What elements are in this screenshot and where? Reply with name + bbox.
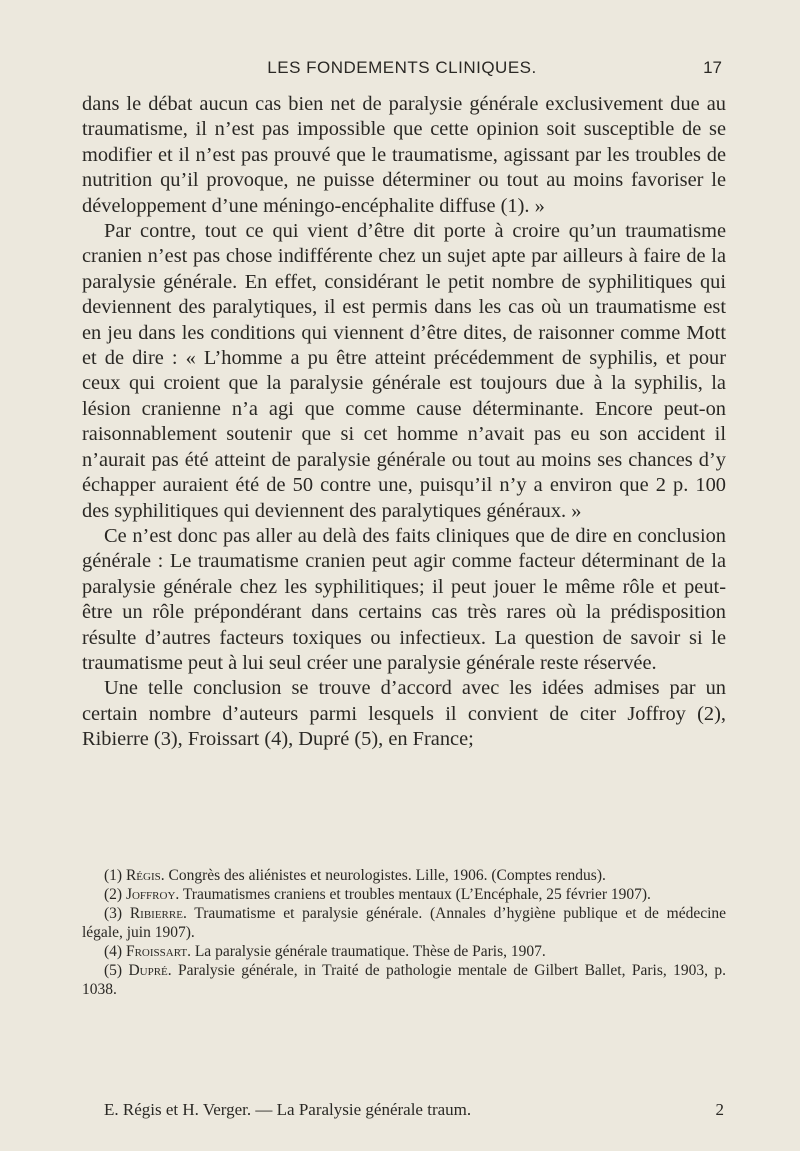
footnotes: [82, 866, 726, 999]
running-title: LES FONDEMENTS CLINIQUES.: [267, 58, 537, 77]
paragraph: Une telle conclusion se trouve d’accord avec les idées admises par un certain nombre d’auteurs parmi lesquels il convient de citer Joffroy (2), Ribierre (3), Froissart (4), Dupré (5), en France;: [82, 677, 726, 751]
paragraph: Par contre, tout ce qui vient d’être dit porte à croire qu’un traumatisme cranien n’est pas chose indifférente chez un sujet apte par ailleurs à faire de la paralysie générale. En effet, considérant le petit nombre de syphilitiques qui deviennent des paralytiques, il est permis dans les cas où un traumatisme est en jeu dans les conditions qui viennent d’être dites, de raisonner comme Mott et de dire : « L’homme a pu être atteint précédemment de syphilis, et pour ceux qui croient que la paralysie générale est toujours due à la syphilis, la lésion cranienne n’a agi que comme cause déterminante. Encore peut-on raisonnablement soutenir que si cet homme n’avait pas eu son accident il n’aurait pas été atteint de paralysie générale ou tout au moins ses chances d’y échapper auraient été de 50 contre une, puisqu’il n’y a environ que 2 p. 100 des syphilitiques qui deviennent des paralytiques généraux. »: [82, 220, 726, 522]
footnote-text: Traumatismes craniens et troubles mentaux (L’Encéphale, 25 février 1907).: [182, 886, 651, 903]
footnote-text: Traumatisme et paralysie générale. (Annales d’hygiène publique et de médecine légale, juin 1907).: [82, 905, 727, 941]
footnote-text: La paralysie générale traumatique. Thèse de Paris, 1907.: [194, 943, 546, 960]
footnote-author: Froissart.: [125, 943, 191, 960]
page-number: 17: [703, 58, 722, 77]
footnote-number: (1): [104, 867, 123, 884]
page-header: [82, 52, 722, 82]
footnote: [82, 961, 726, 999]
signature-text: E. Régis et H. Verger. — La Paralysie générale traum.: [104, 1100, 472, 1119]
signature-line: [104, 1100, 724, 1120]
footnote-author: Régis.: [125, 867, 165, 884]
footnote-number: (4): [104, 943, 123, 960]
footnote-author: Dupré.: [128, 962, 172, 979]
footnote: [82, 885, 726, 904]
paragraph: Ce n’est donc pas aller au delà des faits cliniques que de dire en conclusion générale : Le traumatisme cranien peut agir comme facteur déterminant de la paralysie générale chez les syphilitiques; il peut jouer le même rôle et peut-être un rôle prépondérant dans certains cas très rares où la prédisposition résulte d’autres facteurs toxiques ou infectieux. La question de savoir si le traumatisme peut à lui seul créer une paralysie générale reste réservée.: [82, 524, 726, 674]
footnote-text: Paralysie générale, in Traité de pathologie mentale de Gilbert Ballet, Paris, 1903, p. 1038.: [82, 962, 727, 998]
body-text: [82, 92, 726, 753]
footnote: [82, 904, 726, 942]
footnote-number: (5): [104, 962, 123, 979]
signature-number: 2: [715, 1100, 724, 1119]
footnote-number: (2): [104, 886, 123, 903]
footnote-author: Joffroy.: [125, 886, 180, 903]
footnote-text: Congrès des aliénistes et neurologistes. Lille, 1906. (Comptes rendus).: [168, 867, 606, 884]
footnote-author: Ribierre.: [129, 905, 187, 922]
paragraph: dans le débat aucun cas bien net de paralysie générale exclusivement due au traumatisme, il n’est pas impossible que cette opinion soit susceptible de se modifier et il n’est pas prouvé que le traumatisme, agissant par les troubles de nutrition qu’il provoque, ne puisse déterminer ou tout au moins favoriser le développement d’une méningo-encéphalite diffuse (1). »: [82, 93, 726, 217]
footnote: [82, 942, 726, 961]
footnote-number: (3): [104, 905, 123, 922]
footnote: [82, 866, 726, 885]
